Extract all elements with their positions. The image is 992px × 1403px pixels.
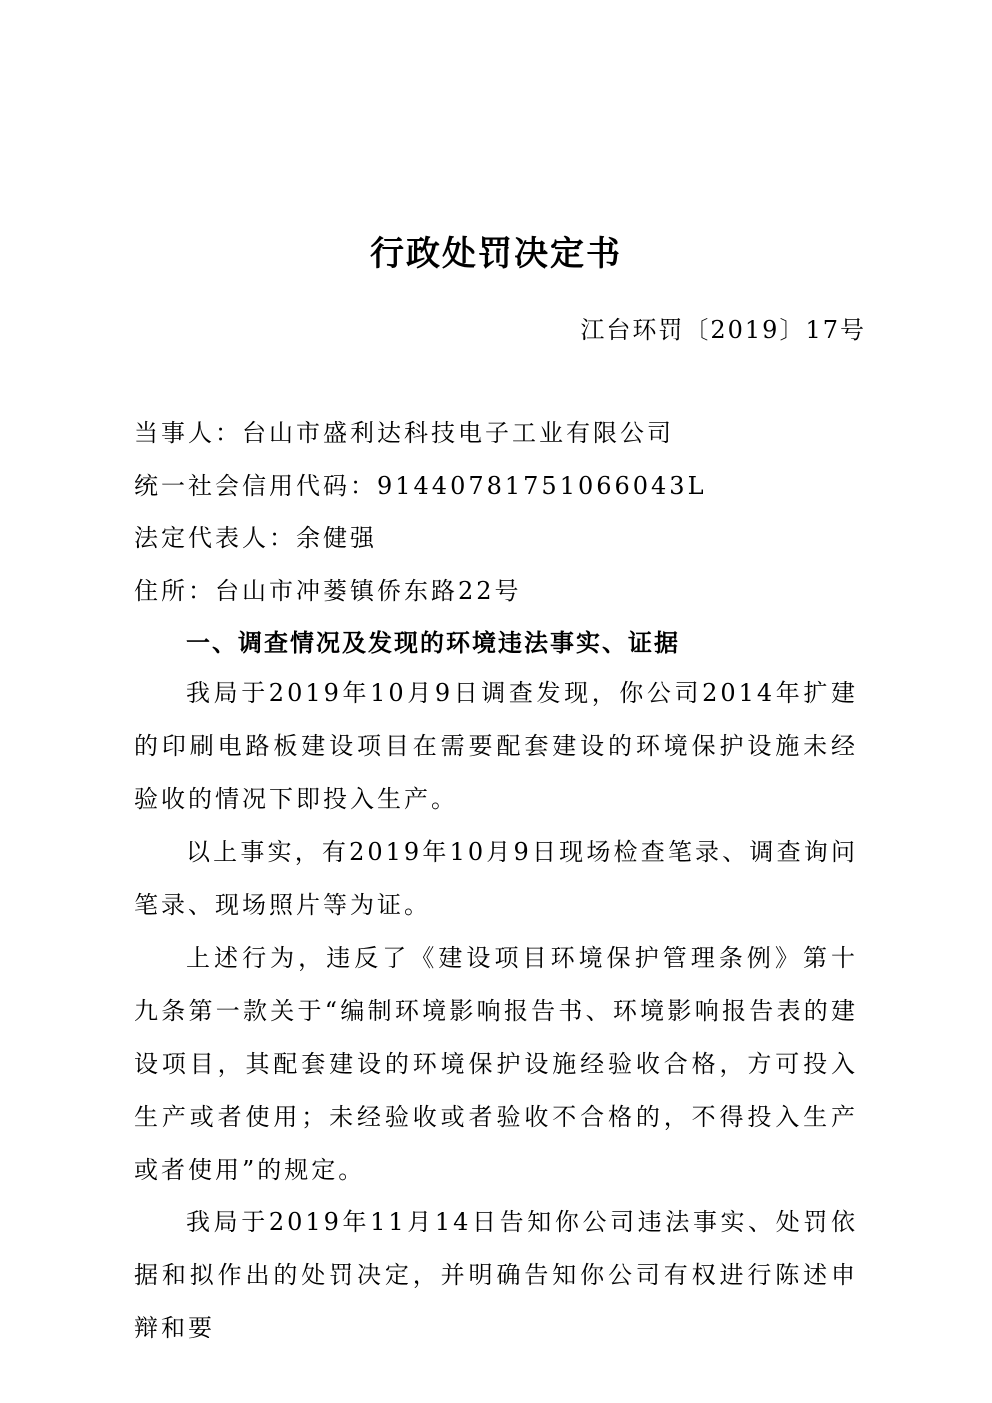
legal-representative-line: 法定代表人：余健强 [134, 524, 377, 552]
paragraph-violation: 上述行为，违反了《建设项目环境保护管理条例》第十九条第一款关于“编制环境影响报告书、环境影响报告表的建设项目，其配套建设的环境保护设施经验收合格，方可投入生产或者使用；未经验收或者验收不合格的，不得投入生产或者使用”的规定。 [134, 944, 858, 1184]
section-heading: 一、调查情况及发现的环境违法事实、证据 [186, 629, 680, 657]
address-line: 住所：台山市冲蒌镇侨东路22号 [134, 577, 522, 605]
paragraph-notification: 我局于2019年11月14日告知你公司违法事实、处罚依据和拟作出的处罚决定，并明确告知你公司有权进行陈述申辩和要 [134, 1208, 858, 1342]
paragraph-evidence: 以上事实，有2019年10月9日现场检查笔录、调查询问笔录、现场照片等为证。 [134, 838, 858, 919]
document-title: 行政处罚决定书 [370, 234, 622, 274]
credit-code-line: 统一社会信用代码：91440781751066043L [134, 472, 707, 500]
paragraph-investigation: 我局于2019年10月9日调查发现，你公司2014年扩建的印刷电路板建设项目在需要配套建设的环境保护设施未经验收的情况下即投入生产。 [134, 679, 858, 813]
document-number: 江台环罚〔2019〕17号 [580, 316, 866, 344]
party-name-line: 当事人：台山市盛利达科技电子工业有限公司 [134, 419, 674, 447]
